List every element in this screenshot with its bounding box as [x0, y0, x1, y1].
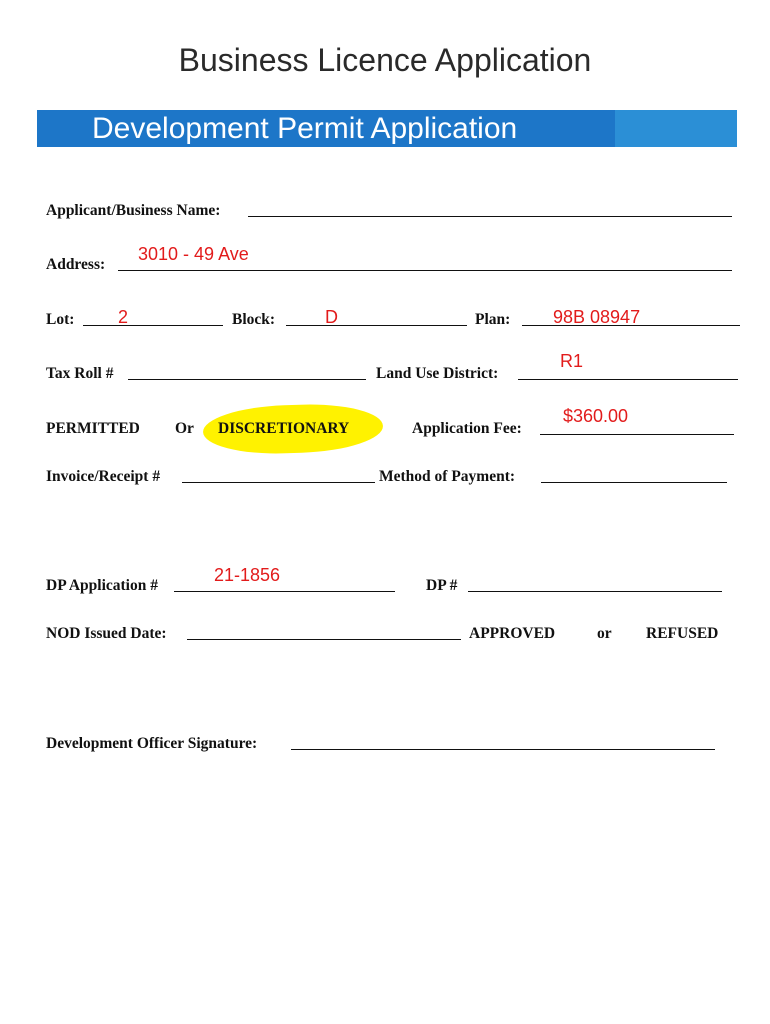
or-text: Or — [175, 420, 194, 437]
plan-value: 98B 08947 — [553, 307, 641, 327]
invoice-field[interactable] — [182, 482, 375, 483]
fee-field[interactable] — [540, 434, 734, 435]
permitted-option[interactable]: PERMITTED — [46, 420, 140, 437]
dp-number-field[interactable] — [468, 591, 722, 592]
dp-application-field[interactable] — [174, 591, 395, 592]
payment-label: Method of Payment: — [379, 468, 516, 485]
taxroll-field[interactable] — [128, 379, 366, 380]
fee-label: Application Fee: — [412, 420, 522, 437]
nod-label: NOD Issued Date: — [46, 625, 167, 642]
landuse-label: Land Use District: — [376, 365, 499, 382]
address-value: 3010 - 49 Ave — [138, 244, 249, 264]
plan-label: Plan: — [475, 311, 511, 328]
address-label: Address: — [46, 256, 106, 273]
taxroll-label: Tax Roll # — [46, 365, 114, 382]
lot-field[interactable] — [83, 325, 223, 326]
block-label: Block: — [232, 311, 276, 328]
discretionary-option[interactable]: DISCRETIONARY — [218, 420, 350, 437]
approved-option[interactable]: APPROVED — [469, 625, 556, 642]
payment-field[interactable] — [541, 482, 727, 483]
or-text-2: or — [597, 625, 612, 642]
dp-application-value: 21-1856 — [214, 565, 281, 585]
nod-field[interactable] — [187, 639, 461, 640]
block-value: D — [325, 307, 338, 327]
dp-number-label: DP # — [426, 577, 458, 594]
fee-value: $360.00 — [563, 406, 629, 426]
landuse-field[interactable] — [518, 379, 738, 380]
block-field[interactable] — [286, 325, 467, 326]
page-title: Business Licence Application — [178, 42, 592, 78]
refused-option[interactable]: REFUSED — [646, 625, 719, 642]
signature-field[interactable] — [291, 749, 715, 750]
signature-label: Development Officer Signature: — [46, 735, 258, 752]
invoice-label: Invoice/Receipt # — [46, 468, 161, 485]
banner-title: Development Permit Application — [92, 112, 518, 145]
applicant-field[interactable] — [248, 216, 732, 217]
landuse-value: R1 — [560, 351, 584, 371]
lot-value: 2 — [118, 307, 129, 327]
lot-label: Lot: — [46, 311, 75, 328]
banner-accent — [615, 110, 737, 147]
dp-application-label: DP Application # — [46, 577, 158, 594]
address-field[interactable] — [118, 270, 732, 271]
applicant-label: Applicant/Business Name: — [46, 202, 221, 219]
